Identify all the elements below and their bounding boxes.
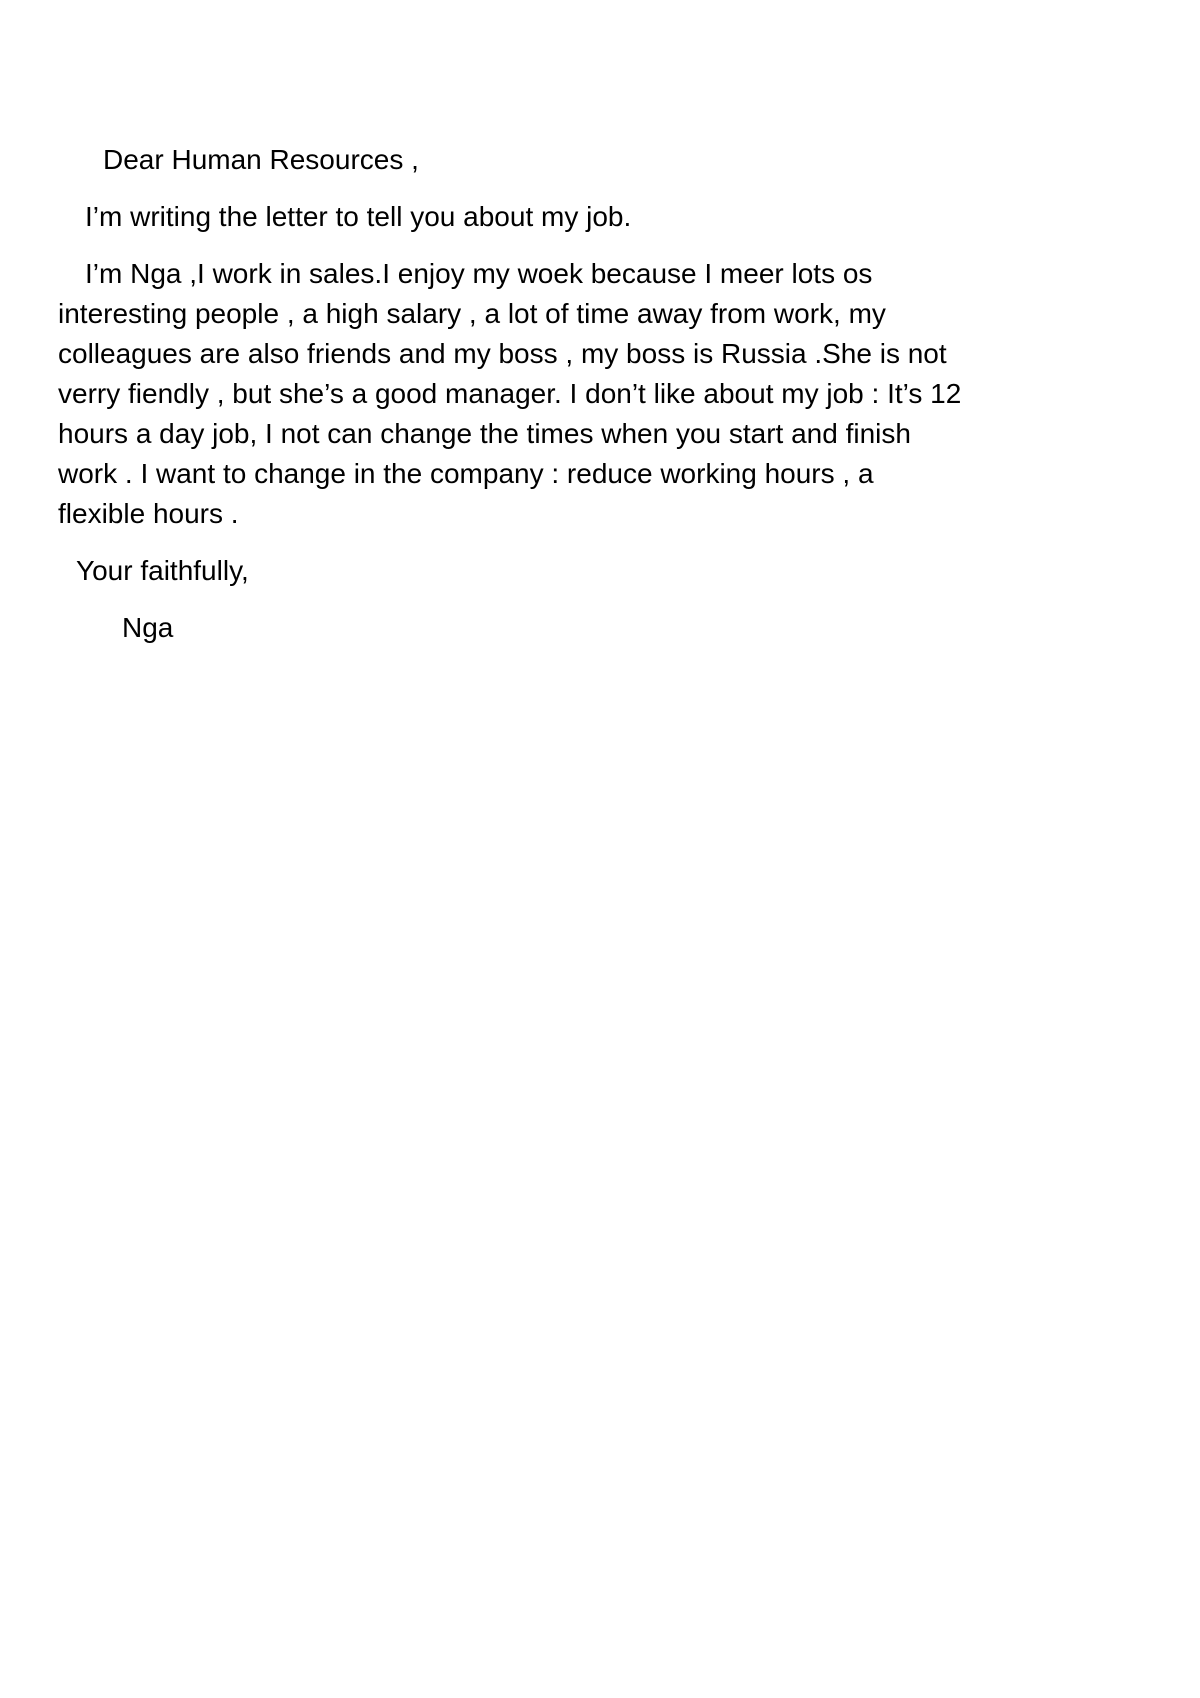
body-line: I’m Nga ,I work in sales.I enjoy my woek because I meer lots os xyxy=(85,258,873,289)
intro-line: I’m writing the letter to tell you about my job. xyxy=(85,201,632,232)
body-line: interesting people , a high salary , a lot of time away from work, my xyxy=(58,298,886,329)
body-line: verry fiendly , but she’s a good manager. I don’t like about my job : It’s 12 xyxy=(58,378,962,409)
body-line: colleagues are also friends and my boss , my boss is Russia .She is not xyxy=(58,338,947,369)
salutation: Dear Human Resources , xyxy=(103,144,419,175)
body-line: flexible hours . xyxy=(58,498,239,529)
closing: Your faithfully, xyxy=(76,555,249,586)
body-line: hours a day job, I not can change the times when you start and finish xyxy=(58,418,911,449)
signature: Nga xyxy=(122,612,174,643)
body-line: work . I want to change in the company : reduce working hours , a xyxy=(58,458,874,489)
letter xyxy=(58,140,1118,648)
body-paragraph xyxy=(58,254,1118,534)
